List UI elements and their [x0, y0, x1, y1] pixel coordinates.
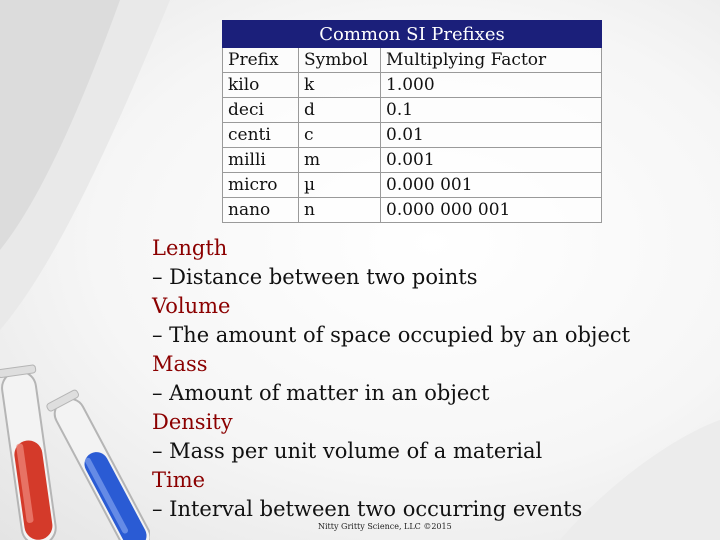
factor-cell: 0.1	[381, 98, 602, 123]
definition-length: – Distance between two points	[152, 265, 478, 289]
table-row	[223, 73, 602, 98]
symbol-cell: µ	[299, 173, 381, 198]
prefix-cell: deci	[223, 98, 299, 123]
term-density: Density	[152, 410, 233, 434]
si-prefixes-table	[222, 20, 602, 223]
symbol-cell: d	[299, 98, 381, 123]
prefix-cell: kilo	[223, 73, 299, 98]
factor-cell: 0.01	[381, 123, 602, 148]
column-header-symbol: Symbol	[299, 48, 381, 73]
symbol-cell: n	[299, 198, 381, 223]
prefix-cell: micro	[223, 173, 299, 198]
prefix-cell: milli	[223, 148, 299, 173]
table-row	[223, 173, 602, 198]
table-row	[223, 148, 602, 173]
table-row	[223, 98, 602, 123]
definition-mass: – Amount of matter in an object	[152, 381, 490, 405]
table-header-row	[223, 48, 602, 73]
definition-time: – Interval between two occurring events	[152, 497, 583, 521]
table-row	[223, 198, 602, 223]
factor-cell: 1.000	[381, 73, 602, 98]
table-title: Common SI Prefixes	[223, 21, 602, 48]
column-header-prefix: Prefix	[223, 48, 299, 73]
definition-density: – Mass per unit volume of a material	[152, 439, 543, 463]
factor-cell: 0.000 000 001	[381, 198, 602, 223]
definition-volume: – The amount of space occupied by an object	[152, 323, 631, 347]
prefix-cell: centi	[223, 123, 299, 148]
term-time: Time	[152, 468, 206, 492]
factor-cell: 0.000 001	[381, 173, 602, 198]
term-mass: Mass	[152, 352, 208, 376]
symbol-cell: k	[299, 73, 381, 98]
term-length: Length	[152, 236, 228, 260]
table-title-row	[223, 21, 602, 48]
term-volume: Volume	[152, 294, 231, 318]
test-tubes-image	[0, 330, 150, 540]
factor-cell: 0.001	[381, 148, 602, 173]
symbol-cell: c	[299, 123, 381, 148]
definitions-list	[152, 234, 712, 524]
column-header-multiplying-factor: Multiplying Factor	[381, 48, 602, 73]
table-row	[223, 123, 602, 148]
copyright-footer: Nitty Gritty Science, LLC ©2015	[318, 522, 452, 531]
prefix-cell: nano	[223, 198, 299, 223]
symbol-cell: m	[299, 148, 381, 173]
